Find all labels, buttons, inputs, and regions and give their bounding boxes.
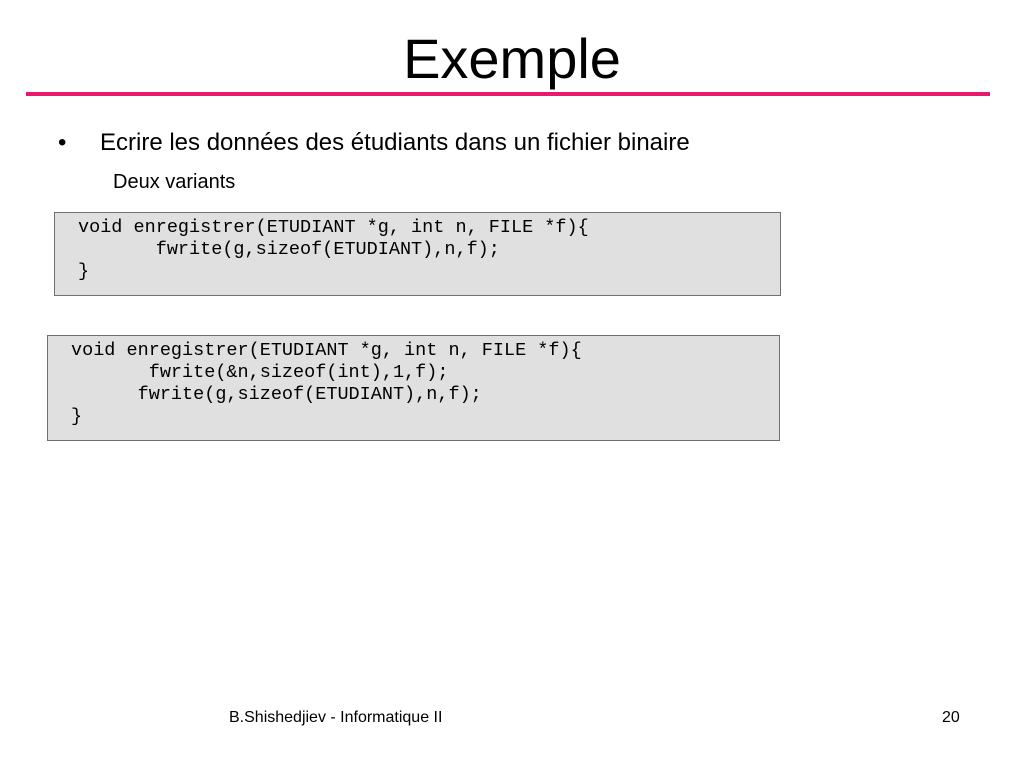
- code-block-variant-2: [47, 335, 780, 441]
- slide-title: Exemple: [403, 27, 621, 90]
- code-line: void enregistrer(ETUDIANT *g, int n, FILE *f){: [71, 340, 582, 361]
- code-line: }: [78, 261, 90, 282]
- code-line: fwrite(g,sizeof(ETUDIANT),n,f);: [71, 384, 482, 405]
- bullet-item: [58, 128, 690, 158]
- bullet-icon: •: [58, 129, 67, 156]
- sub-item-text: Deux variants: [113, 171, 236, 193]
- code-line: void enregistrer(ETUDIANT *g, int n, FILE *f){: [78, 217, 589, 238]
- footer-author: B.Shishedjiev - Informatique II: [229, 709, 443, 726]
- code-block-variant-1: [54, 212, 781, 296]
- code-line: }: [71, 406, 83, 427]
- code-line: fwrite(g,sizeof(ETUDIANT),n,f);: [78, 239, 500, 260]
- code-line: fwrite(&n,sizeof(int),1,f);: [71, 362, 449, 383]
- bullet-text: Ecrire les données des étudiants dans un fichier binaire: [100, 129, 690, 156]
- page-number: 20: [942, 709, 960, 726]
- title-divider: [26, 92, 990, 96]
